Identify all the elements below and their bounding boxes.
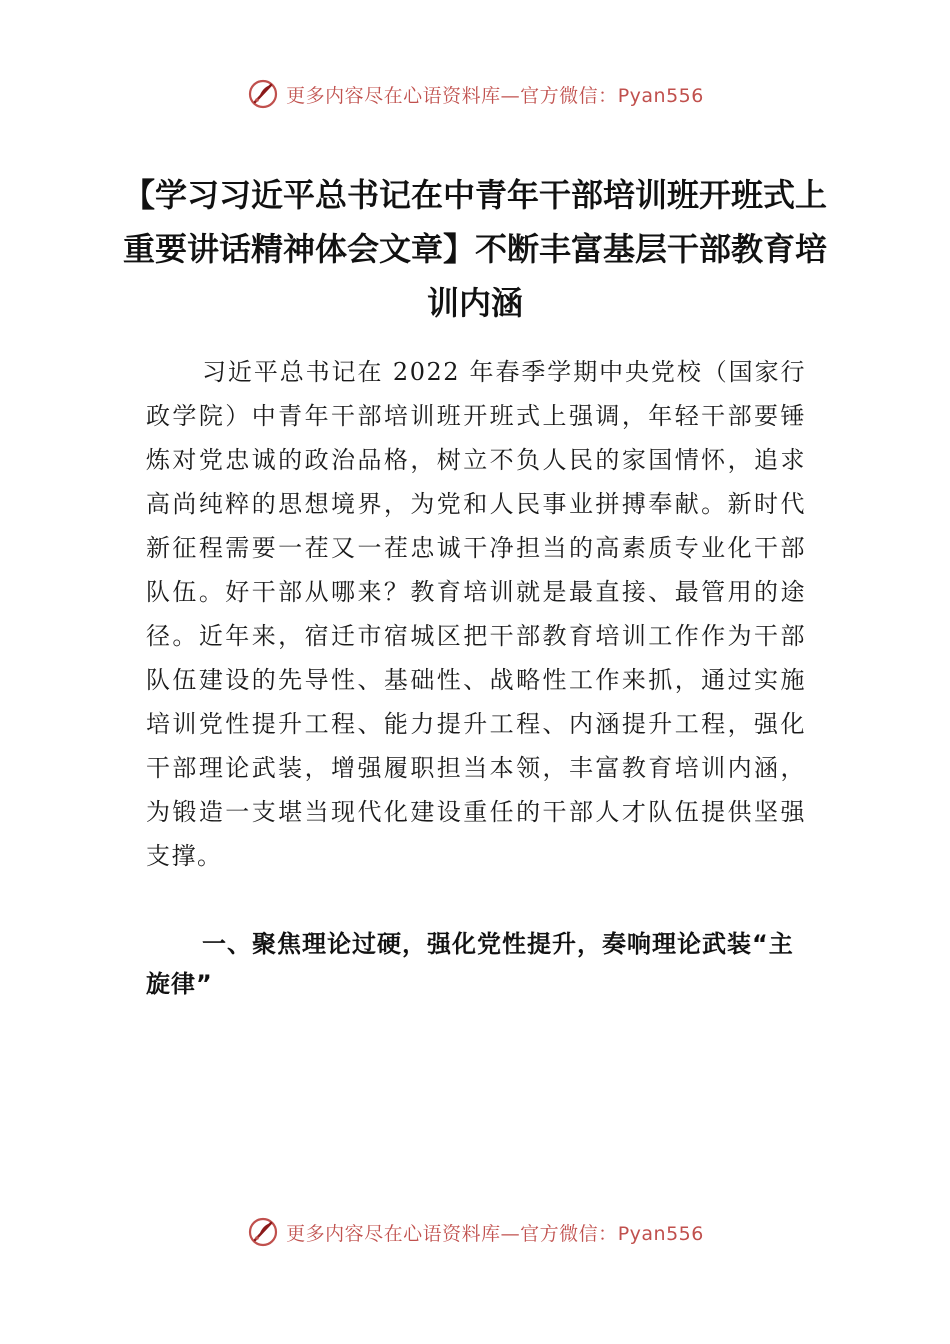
wechat-id: Pyan556 bbox=[617, 1222, 704, 1245]
banner-slogan: 更多内容尽在心语资料库 bbox=[286, 84, 501, 107]
wechat-label: 官方微信： bbox=[520, 84, 618, 107]
banner-separator: — bbox=[500, 84, 521, 107]
banner-separator: — bbox=[500, 1222, 521, 1245]
banner-text bbox=[286, 1219, 704, 1246]
footer-banner bbox=[0, 1212, 950, 1252]
quill-pen-logo-icon bbox=[246, 77, 280, 111]
banner-slogan: 更多内容尽在心语资料库 bbox=[286, 1222, 501, 1245]
wechat-id: Pyan556 bbox=[617, 84, 704, 107]
intro-paragraph: 习近平总书记在 2022 年春季学期中央党校（国家行政学院）中青年干部培训班开班式上强调，年轻干部要锤炼对党忠诚的政治品格，树立不负人民的家国情怀，追求高尚纯粹的思想境界，为党和人民事业拼搏奉献。新时代新征程需要一茬又一茬忠诚干净担当的高素质专业化干部队伍。好干部从哪来？教育培训就是最直接、最管用的途径。近年来，宿迁市宿城区把干部教育培训工作作为干部队伍建设的先导性、基础性、战略性工作来抓，通过实施培训党性提升工程、能力提升工程、内涵提升工程，强化干部理论武装，增强履职担当本领，丰富教育培训内涵，为锻造一支堪当现代化建设重任的干部人才队伍提供坚强支撑。 bbox=[146, 358, 806, 870]
section-heading: 一、聚焦理论过硬，强化党性提升，奏响理论武装“主旋律” bbox=[146, 930, 794, 998]
banner-text bbox=[286, 81, 704, 108]
wechat-label: 官方微信： bbox=[520, 1222, 618, 1245]
header-banner bbox=[0, 74, 950, 114]
quill-pen-logo-icon bbox=[246, 1215, 280, 1249]
document-title: 【学习习近平总书记在中青年干部培训班开班式上重要讲话精神体会文章】不断丰富基层干部教育培训内涵 bbox=[122, 176, 827, 322]
